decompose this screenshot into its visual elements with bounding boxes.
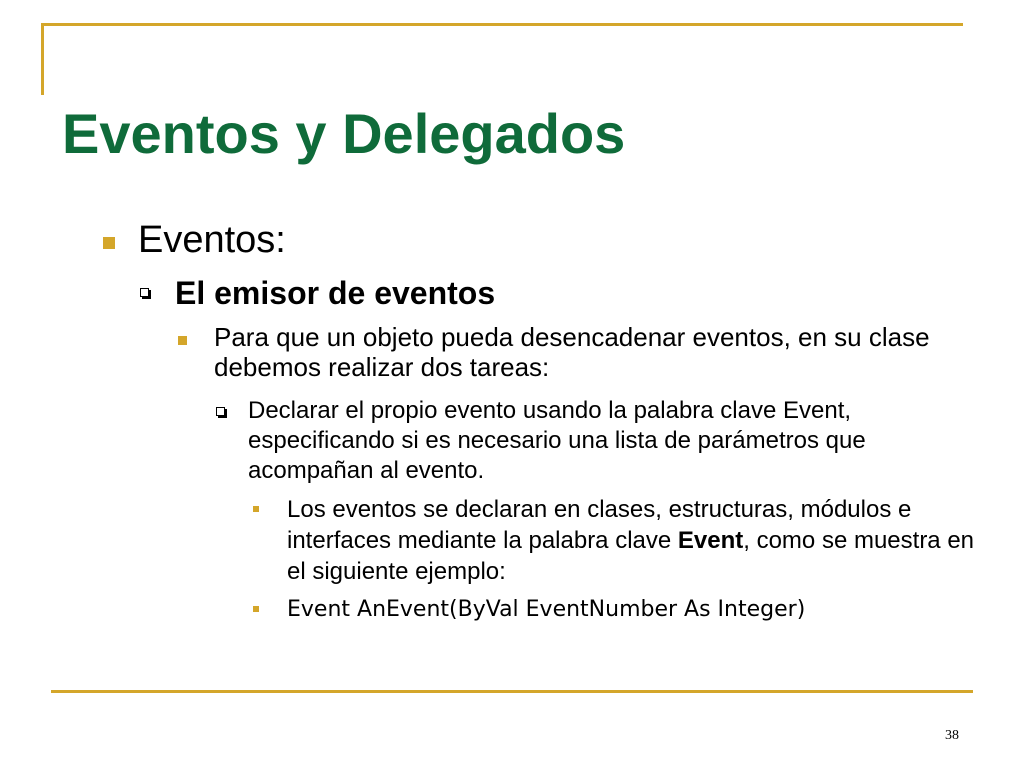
page-number: 38 — [945, 728, 959, 743]
bullet-level-3: Para que un objeto pueda desencadenar eventos, en su clase debemos realizar dos tareas: — [214, 322, 930, 382]
bullet-5-keyword: Event — [677, 527, 744, 554]
frame-bottom-line — [51, 690, 973, 693]
code-example — [287, 594, 805, 625]
bullet-hollow-square-icon — [140, 288, 149, 297]
bullet-level-1: Eventos: — [138, 219, 286, 261]
bullet-level-5 — [287, 494, 987, 587]
bullet-5-text-end: , como se muestra en el siguiente ejemplo: — [287, 527, 975, 585]
bullet-square-icon — [178, 336, 187, 345]
slide-title: Eventos y Delegados — [62, 102, 626, 165]
frame-top-line — [41, 23, 963, 26]
bullet-5-text: Los eventos se declaran en clases, estructuras, módulos e interfaces mediante la palabra clave — [287, 496, 912, 554]
bullet-level-2: El emisor de eventos — [175, 275, 496, 311]
bullet-square-icon — [103, 237, 115, 249]
code-example-text: Event AnEvent(ByVal EventNumber As Integer) — [287, 597, 806, 622]
frame-left-line — [41, 23, 44, 95]
bullet-small-square-icon — [253, 606, 259, 612]
bullet-level-4: Declarar el propio evento usando la palabra clave Event, especificando si es necesario una lista de parámetros que acompañan al evento. — [248, 397, 866, 484]
bullet-hollow-square-icon — [216, 407, 225, 416]
bullet-small-square-icon — [253, 506, 259, 512]
